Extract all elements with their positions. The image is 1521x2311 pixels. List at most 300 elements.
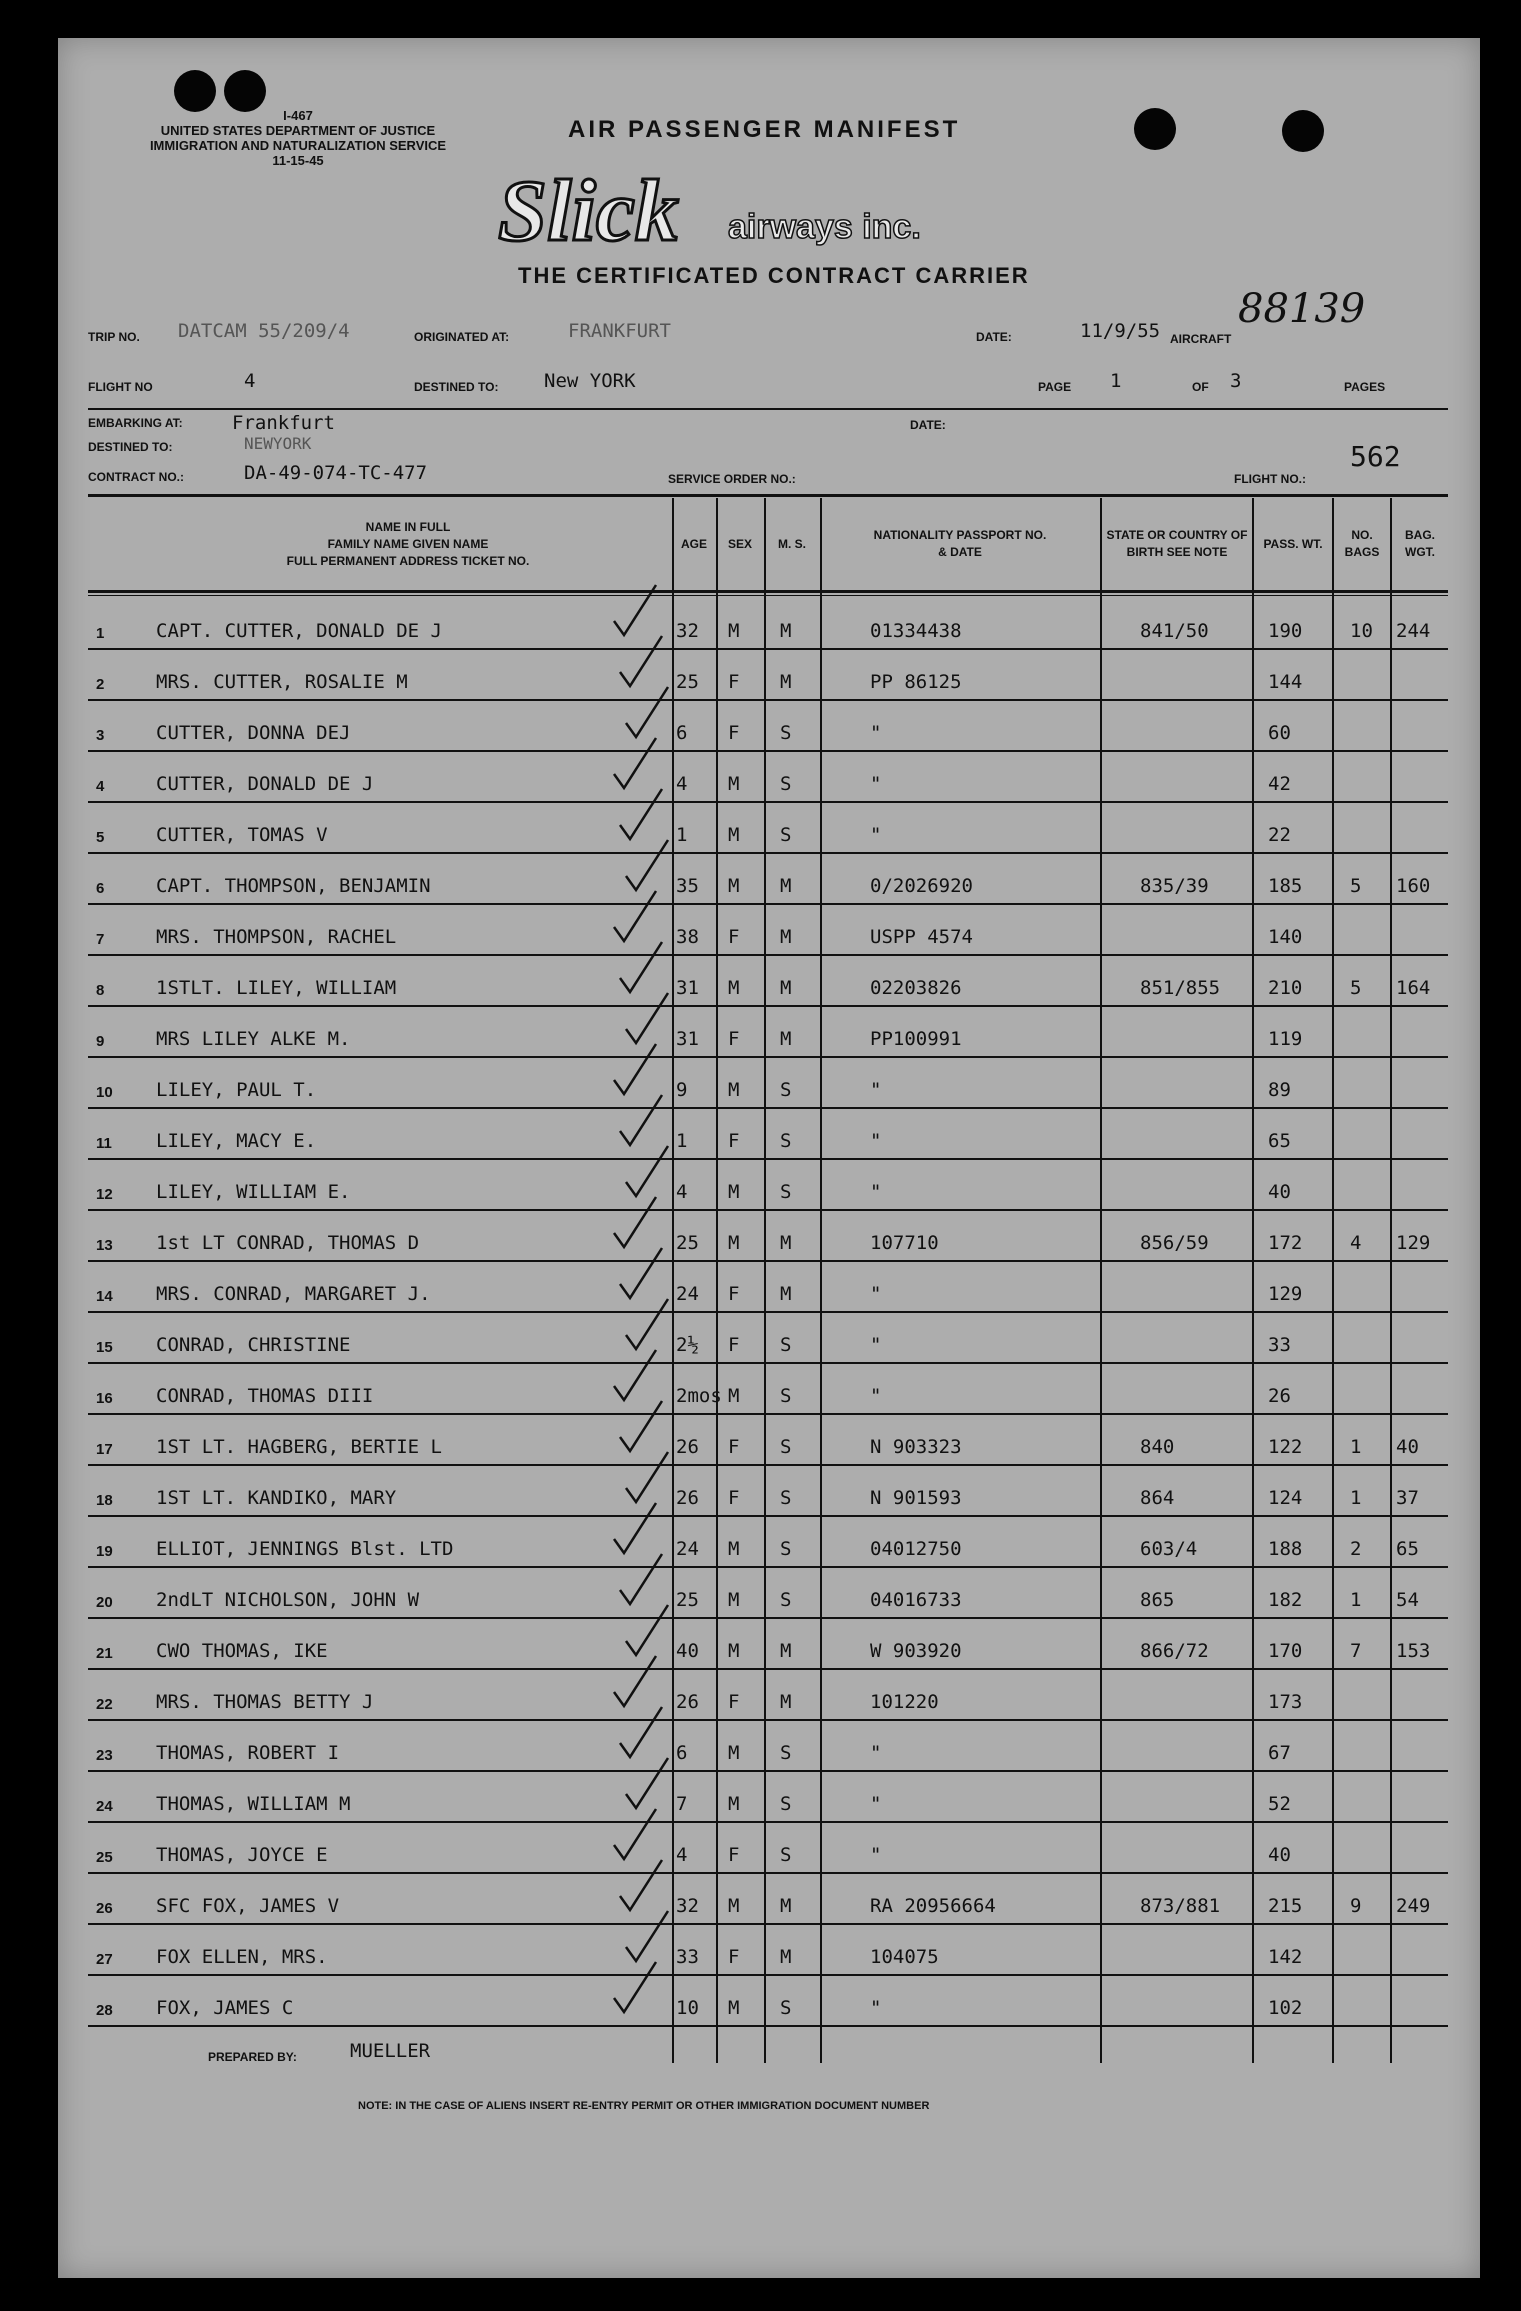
table-row xyxy=(88,954,1448,1007)
header-bag-wgt: BAG. WGT. xyxy=(1405,528,1435,559)
passenger-weight: 102 xyxy=(1268,1997,1303,2019)
passenger-sex: F xyxy=(728,1691,740,1713)
table-row xyxy=(88,1566,1448,1619)
embarking-value: Frankfurt xyxy=(232,412,335,434)
logo-wordmark: Slick xyxy=(498,163,679,260)
passenger-weight: 26 xyxy=(1268,1385,1291,1407)
passenger-sex: F xyxy=(728,1130,740,1152)
passenger-name: 1ST LT. HAGBERG, BERTIE L xyxy=(156,1436,442,1458)
header-ms: M. S. xyxy=(777,536,806,551)
passenger-age: 1 xyxy=(676,824,688,846)
passenger-name: CUTTER, DONALD DE J xyxy=(156,773,374,795)
passenger-age: 38 xyxy=(676,926,699,948)
passenger-name: SFC FOX, JAMES V xyxy=(156,1895,340,1917)
passenger-weight: 173 xyxy=(1268,1691,1303,1713)
row-number: 13 xyxy=(96,1237,113,1254)
passenger-marital-status: S xyxy=(780,1793,792,1815)
passenger-birth-state: 864 xyxy=(1140,1487,1175,1509)
passenger-passport: " xyxy=(870,722,882,744)
passenger-age: 26 xyxy=(676,1691,699,1713)
passenger-marital-status: S xyxy=(780,1130,792,1152)
page-label: PAGE xyxy=(1038,380,1072,394)
table-row xyxy=(88,1464,1448,1517)
passenger-marital-status: S xyxy=(780,1385,792,1407)
passenger-passport: " xyxy=(870,824,882,846)
table-row xyxy=(88,597,1448,650)
passenger-sex: M xyxy=(728,824,740,846)
passenger-marital-status: M xyxy=(780,1640,792,1662)
passenger-sex: M xyxy=(728,1589,740,1611)
manifest-title: AIR PASSENGER MANIFEST xyxy=(568,116,961,143)
flight-no2-value: 562 xyxy=(1350,440,1401,473)
passenger-marital-status: M xyxy=(780,1946,792,1968)
passenger-passport: 02203826 xyxy=(870,977,962,999)
passenger-passport: 107710 xyxy=(870,1232,939,1254)
trip-no-label: TRIP NO. xyxy=(88,330,140,344)
passenger-bag-weight: 160 xyxy=(1396,875,1431,897)
passenger-weight: 129 xyxy=(1268,1283,1303,1305)
passenger-weight: 89 xyxy=(1268,1079,1291,1101)
passenger-bag-weight: 244 xyxy=(1396,620,1431,642)
passenger-name: MRS. CUTTER, ROSALIE M xyxy=(156,671,408,693)
of-label: OF xyxy=(1192,380,1209,394)
passenger-age: 2½ xyxy=(676,1334,699,1356)
passenger-age: 1 xyxy=(676,1130,688,1152)
prepared-by-label: PREPARED BY: xyxy=(208,2050,297,2064)
passenger-birth-state: 851/855 xyxy=(1140,977,1221,999)
row-number: 25 xyxy=(96,1849,113,1866)
passenger-marital-status: S xyxy=(780,1079,792,1101)
passenger-birth-state: 840 xyxy=(1140,1436,1175,1458)
pages-label: PAGES xyxy=(1344,380,1386,394)
passenger-name: LILEY, PAUL T. xyxy=(156,1079,317,1101)
table-row xyxy=(88,903,1448,956)
passenger-name: ELLIOT, JENNINGS Blst. LTD xyxy=(156,1538,454,1560)
form-number: I-467 xyxy=(283,108,313,123)
destined2-value: NEWYORK xyxy=(244,434,312,453)
punch-hole xyxy=(224,70,266,112)
table-row xyxy=(88,1974,1448,2027)
divider xyxy=(88,408,1448,410)
passenger-weight: 60 xyxy=(1268,722,1291,744)
passenger-marital-status: S xyxy=(780,1334,792,1356)
table-row xyxy=(88,801,1448,854)
passenger-marital-status: M xyxy=(780,926,792,948)
agency-block xyxy=(88,108,508,168)
passenger-weight: 124 xyxy=(1268,1487,1303,1509)
passenger-age: 10 xyxy=(676,1997,699,2019)
prepared-by-value: MUELLER xyxy=(350,2040,431,2062)
passenger-passport: " xyxy=(870,1130,882,1152)
passenger-weight: 40 xyxy=(1268,1844,1291,1866)
header-pass-wt: PASS. WT. xyxy=(1263,536,1323,551)
passenger-sex: F xyxy=(728,1946,740,1968)
page-value: 1 xyxy=(1110,370,1122,392)
header-name: NAME IN FULL FAMILY NAME GIVEN NAME FULL PERMANENT ADDRESS TICKET NO. xyxy=(286,519,530,568)
passenger-name: THOMAS, WILLIAM M xyxy=(156,1793,351,1815)
passenger-name: CUTTER, TOMAS V xyxy=(156,824,328,846)
passenger-age: 6 xyxy=(676,1742,688,1764)
passenger-marital-status: M xyxy=(780,977,792,999)
originated-label: ORIGINATED AT: xyxy=(414,330,510,344)
table-row xyxy=(88,1515,1448,1568)
contract-value: DA-49-074-TC-477 xyxy=(244,462,428,484)
service-order-label: SERVICE ORDER NO.: xyxy=(668,472,796,486)
passenger-name: CWO THOMAS, IKE xyxy=(156,1640,328,1662)
passenger-age: 7 xyxy=(676,1793,688,1815)
table-row xyxy=(88,648,1448,701)
passenger-name: THOMAS, JOYCE E xyxy=(156,1844,328,1866)
punch-hole xyxy=(1282,110,1324,152)
passenger-passport: 104075 xyxy=(870,1946,939,1968)
passenger-name: LILEY, WILLIAM E. xyxy=(156,1181,351,1203)
originated-value: FRANKFURT xyxy=(568,320,671,342)
passenger-marital-status: S xyxy=(780,1742,792,1764)
passenger-marital-status: M xyxy=(780,1028,792,1050)
flight-no-value: 4 xyxy=(244,370,256,392)
passenger-marital-status: S xyxy=(780,824,792,846)
header-nationality: NATIONALITY PASSPORT NO. & DATE xyxy=(873,528,1047,559)
passenger-bag-count: 7 xyxy=(1350,1640,1362,1662)
passenger-passport: PP 86125 xyxy=(870,671,962,693)
header-rule xyxy=(88,595,1448,596)
row-number: 10 xyxy=(96,1084,113,1101)
passenger-name: MRS LILEY ALKE M. xyxy=(156,1028,351,1050)
passenger-age: 35 xyxy=(676,875,699,897)
row-number: 11 xyxy=(96,1135,112,1152)
row-number: 24 xyxy=(96,1798,113,1815)
passenger-sex: M xyxy=(728,1232,740,1254)
passenger-age: 4 xyxy=(676,1844,688,1866)
row-number: 26 xyxy=(96,1900,113,1917)
date-label: DATE: xyxy=(976,330,1012,344)
passenger-name: 1st LT CONRAD, THOMAS D xyxy=(156,1232,420,1254)
row-number: 28 xyxy=(96,2002,113,2019)
passenger-weight: 22 xyxy=(1268,824,1291,846)
passenger-name: FOX ELLEN, MRS. xyxy=(156,1946,328,1968)
embarking-label: EMBARKING AT: xyxy=(88,416,183,430)
passenger-sex: M xyxy=(728,1742,740,1764)
passenger-passport: " xyxy=(870,1334,882,1356)
passenger-age: 4 xyxy=(676,773,688,795)
passenger-sex: M xyxy=(728,1079,740,1101)
passenger-marital-status: S xyxy=(780,773,792,795)
passenger-weight: 190 xyxy=(1268,620,1303,642)
passenger-weight: 33 xyxy=(1268,1334,1291,1356)
table-row xyxy=(88,1872,1448,1925)
table-row xyxy=(88,1311,1448,1364)
passenger-marital-status: M xyxy=(780,1283,792,1305)
table-row xyxy=(88,1107,1448,1160)
passenger-name: 2ndLT NICHOLSON, JOHN W xyxy=(156,1589,420,1611)
row-number: 19 xyxy=(96,1543,113,1560)
row-number: 12 xyxy=(96,1186,113,1203)
table-row xyxy=(88,852,1448,905)
punch-hole xyxy=(174,70,216,112)
passenger-name: CUTTER, DONNA DEJ xyxy=(156,722,351,744)
passenger-name: THOMAS, ROBERT I xyxy=(156,1742,340,1764)
table-row xyxy=(88,1158,1448,1211)
passenger-passport: " xyxy=(870,773,882,795)
divider xyxy=(88,494,1448,497)
passenger-age: 25 xyxy=(676,1589,699,1611)
passenger-sex: F xyxy=(728,1436,740,1458)
passenger-sex: M xyxy=(728,1181,740,1203)
passenger-passport: " xyxy=(870,1793,882,1815)
header-rule xyxy=(88,590,1448,593)
passenger-table xyxy=(88,498,1448,2063)
passenger-bag-weight: 37 xyxy=(1396,1487,1419,1509)
passenger-age: 31 xyxy=(676,977,699,999)
contract-label: CONTRACT NO.: xyxy=(88,470,184,484)
passenger-birth-state: 866/72 xyxy=(1140,1640,1209,1662)
passenger-sex: F xyxy=(728,722,740,744)
row-number: 7 xyxy=(96,931,105,948)
passenger-weight: 40 xyxy=(1268,1181,1291,1203)
row-number: 9 xyxy=(96,1033,105,1050)
passenger-weight: 188 xyxy=(1268,1538,1303,1560)
passenger-birth-state: 873/881 xyxy=(1140,1895,1221,1917)
passenger-age: 25 xyxy=(676,1232,699,1254)
date2-label: DATE: xyxy=(910,418,946,432)
row-number: 15 xyxy=(96,1339,113,1356)
aircraft-handwritten: 88139 xyxy=(1238,286,1366,332)
table-row xyxy=(88,699,1448,752)
slick-airways-logo xyxy=(498,150,1098,270)
header-no-bags: NO. BAGS xyxy=(1344,528,1380,559)
header-age: AGE xyxy=(680,536,707,551)
row-number: 16 xyxy=(96,1390,113,1407)
passenger-passport: RA 20956664 xyxy=(870,1895,996,1917)
passenger-marital-status: M xyxy=(780,620,792,642)
passenger-name: MRS. THOMAS BETTY J xyxy=(156,1691,374,1713)
table-row xyxy=(88,1719,1448,1772)
agency-line-1: UNITED STATES DEPARTMENT OF JUSTICE xyxy=(160,123,436,138)
passenger-age: 26 xyxy=(676,1487,699,1509)
passenger-marital-status: S xyxy=(780,722,792,744)
check-mark-icon xyxy=(608,1958,668,2018)
passenger-passport: W 903920 xyxy=(870,1640,962,1662)
passenger-passport: " xyxy=(870,1079,882,1101)
passenger-sex: F xyxy=(728,1283,740,1305)
row-number: 2 xyxy=(96,676,105,693)
row-number: 18 xyxy=(96,1492,113,1509)
passenger-sex: M xyxy=(728,875,740,897)
table-row xyxy=(88,1362,1448,1415)
passenger-bag-count: 5 xyxy=(1350,977,1362,999)
passenger-passport: " xyxy=(870,1385,882,1407)
passenger-passport: 04016733 xyxy=(870,1589,962,1611)
row-number: 27 xyxy=(96,1951,113,1968)
destined2-label: DESTINED TO: xyxy=(88,440,173,454)
row-number: 23 xyxy=(96,1747,113,1764)
table-row xyxy=(88,1821,1448,1874)
passenger-marital-status: S xyxy=(780,1589,792,1611)
passenger-age: 33 xyxy=(676,1946,699,1968)
passenger-bag-count: 1 xyxy=(1350,1589,1362,1611)
passenger-sex: M xyxy=(728,977,740,999)
passenger-passport: " xyxy=(870,1181,882,1203)
passenger-bag-weight: 40 xyxy=(1396,1436,1419,1458)
passenger-age: 40 xyxy=(676,1640,699,1662)
passenger-sex: F xyxy=(728,1844,740,1866)
passenger-sex: M xyxy=(728,1793,740,1815)
manifest-page xyxy=(58,38,1480,2278)
manifest-subtitle: THE CERTIFICATED CONTRACT CARRIER xyxy=(518,263,1030,288)
passenger-passport: N 901593 xyxy=(870,1487,962,1509)
passenger-birth-state: 603/4 xyxy=(1140,1538,1198,1560)
passenger-name: CONRAD, CHRISTINE xyxy=(156,1334,351,1356)
passenger-marital-status: S xyxy=(780,1436,792,1458)
passenger-marital-status: S xyxy=(780,1181,792,1203)
passenger-marital-status: S xyxy=(780,1844,792,1866)
passenger-birth-state: 835/39 xyxy=(1140,875,1209,897)
passenger-passport: N 903323 xyxy=(870,1436,962,1458)
immigration-note: NOTE: IN THE CASE OF ALIENS INSERT RE-ENTRY PERMIT OR OTHER IMMIGRATION DOCUMENT NUMBER xyxy=(358,2100,930,2112)
passenger-weight: 144 xyxy=(1268,671,1303,693)
table-row xyxy=(88,1617,1448,1670)
passenger-bag-count: 10 xyxy=(1350,620,1373,642)
date-value: 11/9/55 xyxy=(1080,320,1161,342)
passenger-age: 32 xyxy=(676,1895,699,1917)
passenger-marital-status: S xyxy=(780,1487,792,1509)
passenger-sex: F xyxy=(728,671,740,693)
passenger-passport: " xyxy=(870,1844,882,1866)
passenger-sex: M xyxy=(728,773,740,795)
row-number: 1 xyxy=(96,625,105,642)
passenger-sex: M xyxy=(728,1538,740,1560)
passenger-weight: 182 xyxy=(1268,1589,1303,1611)
flight-no-label: FLIGHT NO xyxy=(88,380,153,394)
passenger-sex: M xyxy=(728,620,740,642)
passenger-passport: USPP 4574 xyxy=(870,926,973,948)
passenger-age: 9 xyxy=(676,1079,688,1101)
passenger-bag-count: 5 xyxy=(1350,875,1362,897)
passenger-weight: 142 xyxy=(1268,1946,1303,1968)
row-number: 5 xyxy=(96,829,105,846)
trip-no-value: DATCAM 55/209/4 xyxy=(178,320,350,342)
row-number: 21 xyxy=(96,1645,113,1662)
form-date: 11-15-45 xyxy=(272,153,324,168)
passenger-weight: 172 xyxy=(1268,1232,1303,1254)
passenger-name: 1STLT. LILEY, WILLIAM xyxy=(156,977,397,999)
passenger-name: FOX, JAMES C xyxy=(156,1997,294,2019)
passenger-passport: " xyxy=(870,1742,882,1764)
row-number: 6 xyxy=(96,880,105,897)
passenger-passport: " xyxy=(870,1283,882,1305)
row-number: 17 xyxy=(96,1441,113,1458)
passenger-marital-status: M xyxy=(780,1691,792,1713)
passenger-name: CAPT. CUTTER, DONALD DE J xyxy=(156,620,442,642)
passenger-weight: 122 xyxy=(1268,1436,1303,1458)
passenger-weight: 52 xyxy=(1268,1793,1291,1815)
passenger-sex: M xyxy=(728,1895,740,1917)
passenger-age: 31 xyxy=(676,1028,699,1050)
passenger-name: MRS. THOMPSON, RACHEL xyxy=(156,926,397,948)
row-number: 4 xyxy=(96,778,105,795)
passenger-weight: 170 xyxy=(1268,1640,1303,1662)
passenger-age: 32 xyxy=(676,620,699,642)
passenger-birth-state: 856/59 xyxy=(1140,1232,1209,1254)
passenger-bag-weight: 153 xyxy=(1396,1640,1431,1662)
passenger-marital-status: S xyxy=(780,1538,792,1560)
passenger-sex: F xyxy=(728,1487,740,1509)
passenger-name: CAPT. THOMPSON, BENJAMIN xyxy=(156,875,431,897)
passenger-bag-weight: 65 xyxy=(1396,1538,1419,1560)
passenger-marital-status: M xyxy=(780,875,792,897)
passenger-passport: 01334438 xyxy=(870,620,962,642)
table-row xyxy=(88,1413,1448,1466)
passenger-marital-status: M xyxy=(780,1232,792,1254)
passenger-bag-count: 4 xyxy=(1350,1232,1362,1254)
header-state: STATE OR COUNTRY OF BIRTH SEE NOTE xyxy=(1106,528,1248,559)
table-row xyxy=(88,1209,1448,1262)
table-row xyxy=(88,1668,1448,1721)
passenger-age: 24 xyxy=(676,1538,699,1560)
passenger-sex: M xyxy=(728,1997,740,2019)
passenger-passport: 0/2026920 xyxy=(870,875,973,897)
header-sex: SEX xyxy=(727,536,752,551)
passenger-passport: 04012750 xyxy=(870,1538,962,1560)
passenger-name: CONRAD, THOMAS DIII xyxy=(156,1385,374,1407)
passenger-bag-weight: 129 xyxy=(1396,1232,1431,1254)
punch-hole xyxy=(1134,108,1176,150)
passenger-birth-state: 865 xyxy=(1140,1589,1175,1611)
passenger-age: 2mos xyxy=(676,1385,722,1407)
pages-total-value: 3 xyxy=(1230,370,1242,392)
table-row xyxy=(88,750,1448,803)
row-number: 3 xyxy=(96,727,105,744)
passenger-bag-count: 2 xyxy=(1350,1538,1362,1560)
passenger-sex: F xyxy=(728,1028,740,1050)
passenger-weight: 65 xyxy=(1268,1130,1291,1152)
table-row xyxy=(88,1005,1448,1058)
passenger-bag-weight: 54 xyxy=(1396,1589,1419,1611)
passenger-name: MRS. CONRAD, MARGARET J. xyxy=(156,1283,431,1305)
passenger-bag-count: 9 xyxy=(1350,1895,1362,1917)
passenger-age: 25 xyxy=(676,671,699,693)
passenger-bag-weight: 164 xyxy=(1396,977,1431,999)
passenger-sex: M xyxy=(728,1640,740,1662)
passenger-age: 4 xyxy=(676,1181,688,1203)
agency-line-2: IMMIGRATION AND NATURALIZATION SERVICE xyxy=(149,138,447,153)
passenger-name: LILEY, MACY E. xyxy=(156,1130,317,1152)
passenger-weight: 119 xyxy=(1268,1028,1303,1050)
passenger-marital-status: S xyxy=(780,1997,792,2019)
passenger-age: 26 xyxy=(676,1436,699,1458)
destined-value: New YORK xyxy=(544,370,636,392)
passenger-marital-status: M xyxy=(780,671,792,693)
passenger-sex: F xyxy=(728,1334,740,1356)
passenger-birth-state: 841/50 xyxy=(1140,620,1209,642)
passenger-age: 6 xyxy=(676,722,688,744)
aircraft-label: AIRCRAFT xyxy=(1170,332,1232,346)
table-row xyxy=(88,1770,1448,1823)
row-number: 22 xyxy=(96,1696,113,1713)
passenger-bag-count: 1 xyxy=(1350,1436,1362,1458)
passenger-sex: M xyxy=(728,1385,740,1407)
passenger-passport: PP100991 xyxy=(870,1028,962,1050)
passenger-weight: 67 xyxy=(1268,1742,1291,1764)
row-number: 14 xyxy=(96,1288,113,1305)
passenger-bag-weight: 249 xyxy=(1396,1895,1431,1917)
passenger-name: 1ST LT. KANDIKO, MARY xyxy=(156,1487,397,1509)
row-number: 20 xyxy=(96,1594,113,1611)
table-row xyxy=(88,1923,1448,1976)
passenger-sex: F xyxy=(728,926,740,948)
passenger-passport: " xyxy=(870,1997,882,2019)
passenger-passport: 101220 xyxy=(870,1691,939,1713)
